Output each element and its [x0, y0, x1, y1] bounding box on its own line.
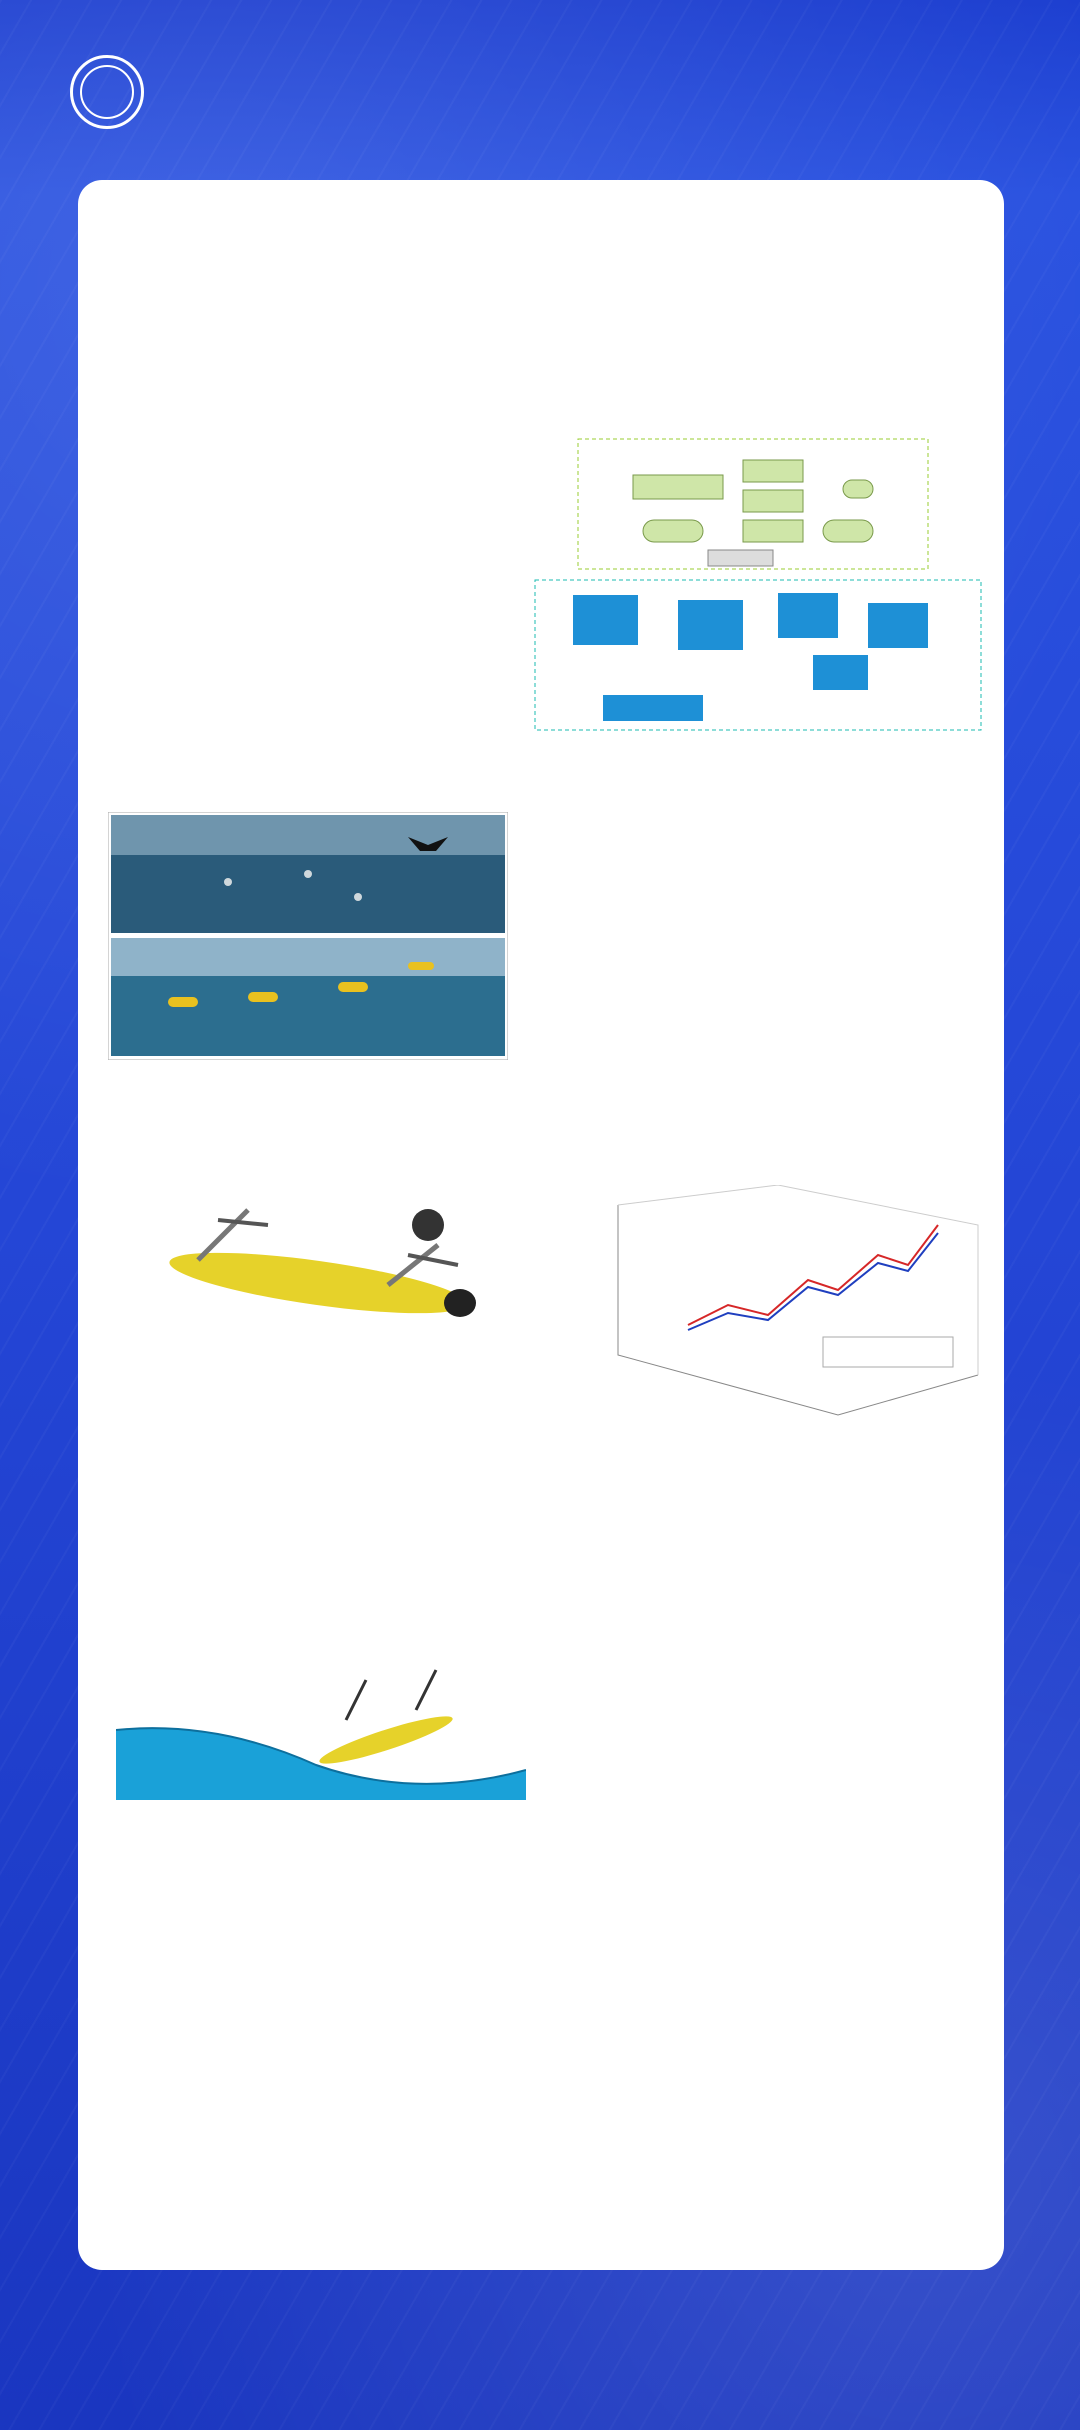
aav-jump-sketch-figure [116, 1660, 526, 1800]
aav-jump-photo-figure [108, 812, 508, 1060]
poster-header [0, 0, 1080, 170]
aav-dynamics-figure [108, 1165, 558, 1375]
university-seal-logo [70, 55, 144, 129]
attitude-charts [583, 1510, 983, 1970]
control-flow-diagram [533, 435, 983, 735]
author-line [78, 345, 1004, 378]
poster-card [78, 180, 1004, 2270]
trajectory-3d-figure [578, 1185, 998, 1455]
attitude-chart-svg [583, 1510, 983, 1970]
